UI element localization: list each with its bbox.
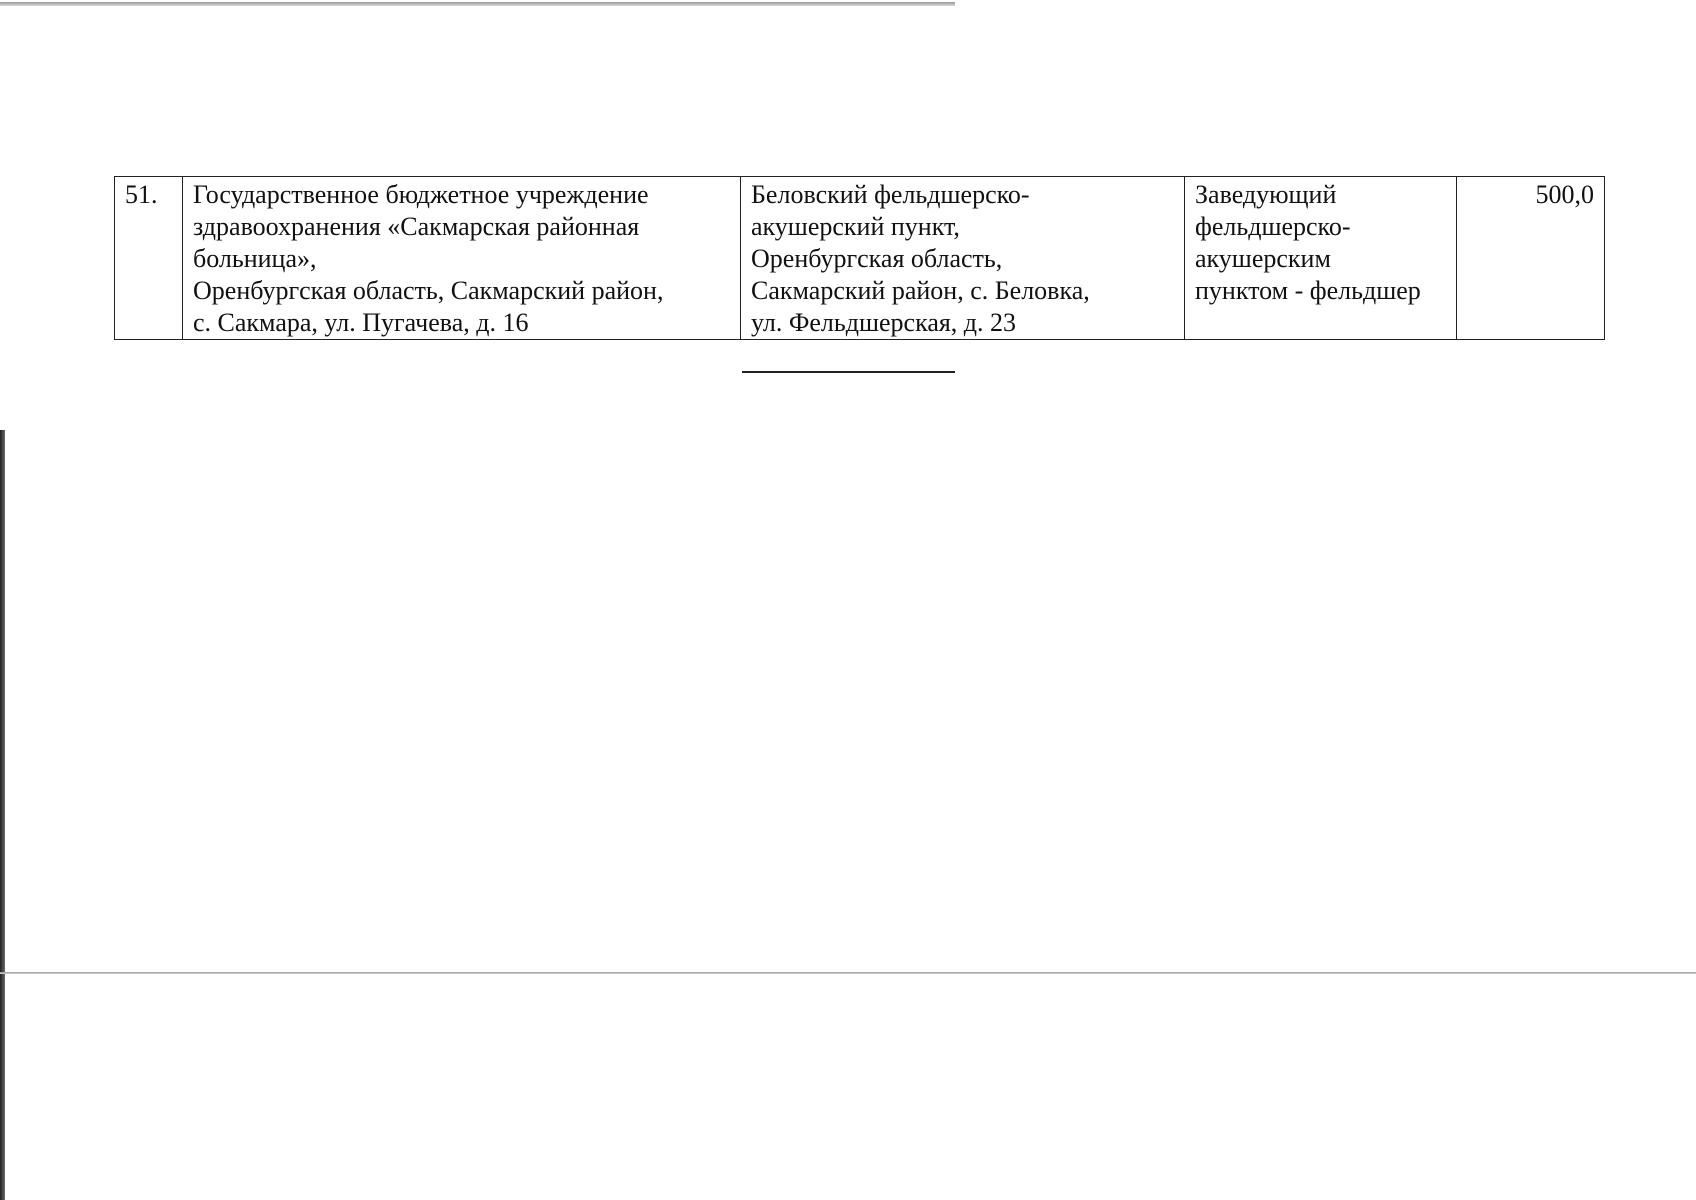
- amount-value: 500,0: [1535, 180, 1594, 209]
- scan-left-edge: [0, 430, 5, 1200]
- organization-line: здравоохранения «Сакмарская районная: [193, 212, 640, 241]
- table-row: [115, 177, 1605, 340]
- position-cell: [1185, 177, 1457, 340]
- position-line: акушерским: [1195, 244, 1331, 273]
- organization-cell: [183, 177, 741, 340]
- position-line: пунктом - фельдшер: [1195, 276, 1421, 305]
- amount-cell: [1457, 177, 1605, 340]
- end-of-list-rule: [742, 371, 955, 373]
- row-number: 51.: [125, 180, 158, 209]
- scan-top-edge: [0, 2, 955, 6]
- facility-line: Беловский фельдшерско-: [751, 180, 1030, 209]
- document-table: [114, 176, 1605, 340]
- organization-line: больница»,: [193, 244, 317, 273]
- scan-fold-line: [0, 972, 1696, 974]
- facility-line: Оренбургская область,: [751, 244, 1003, 273]
- position-line: Заведующий: [1195, 180, 1337, 209]
- row-number-cell: [115, 177, 183, 340]
- facility-cell: [741, 177, 1185, 340]
- organization-line: Оренбургская область, Сакмарский район,: [193, 276, 664, 305]
- organization-line: с. Сакмара, ул. Пугачева, д. 16: [193, 308, 529, 337]
- facility-line: Сакмарский район, с. Беловка,: [751, 276, 1090, 305]
- organization-line: Государственное бюджетное учреждение: [193, 180, 649, 209]
- facility-line: акушерский пункт,: [751, 212, 960, 241]
- position-line: фельдшерско-: [1195, 212, 1351, 241]
- facility-line: ул. Фельдшерская, д. 23: [751, 308, 1017, 337]
